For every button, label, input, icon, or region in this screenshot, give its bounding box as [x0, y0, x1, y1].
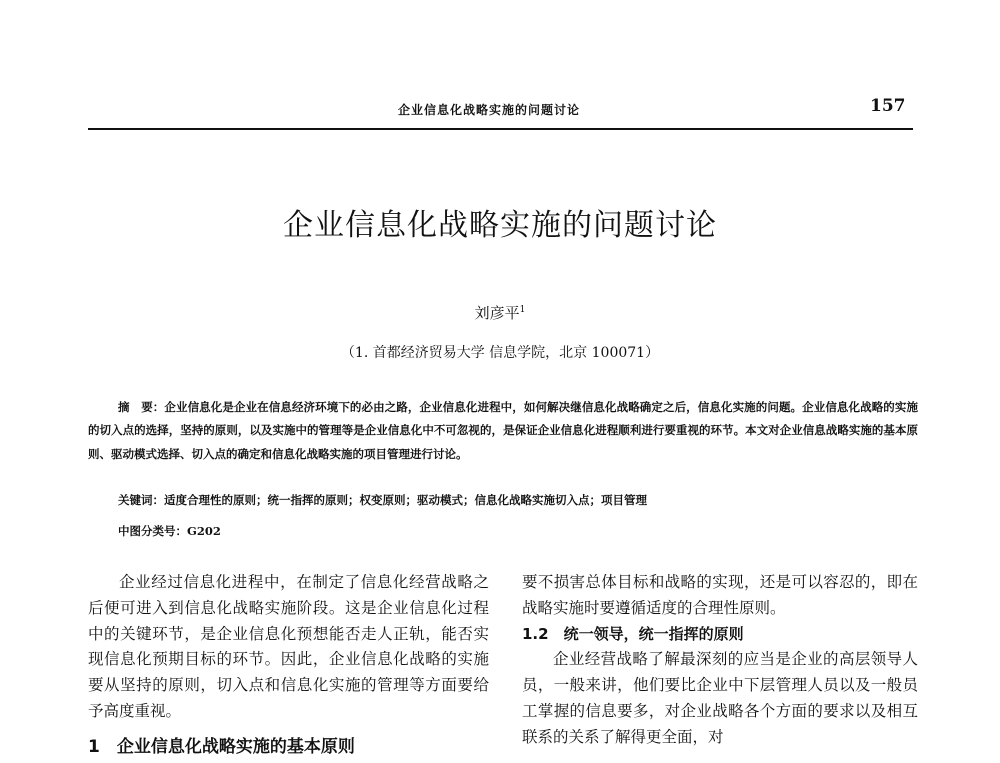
running-title: 企业信息化战略实施的问题讨论: [398, 103, 581, 117]
page-number: 157: [870, 96, 906, 116]
article-title: 企业信息化战略实施的问题讨论: [283, 208, 717, 243]
keywords-text: 适度合理性的原则；统一指挥的原则；权变原则；驱动模式；信息化战略实施切入点；项目管理: [164, 493, 647, 507]
abstract-text: 企业信息化是企业在信息经济环境下的必由之路，企业信息化进程中，如何解决继信息化战略确定之后，信息化实施的问题。企业信息化战略的实施的切入点的选择，坚持的原则，以及实施中的管理等是企业信息化中不可忽视的，是保证企业信息化进程顺利进行要重视的环节。本文对企业信息战略实施的基本原则、驱动模式选择、切入点的确定和信息化战略实施的项目管理进行讨论。: [88, 400, 919, 461]
section-heading: 1 企业信息化战略实施的基本原则: [88, 736, 355, 757]
author-line: [0, 302, 1000, 323]
abstract: [88, 396, 918, 466]
classification-number: [118, 523, 221, 539]
header-rule: [88, 128, 913, 130]
left-column: [88, 570, 489, 761]
abstract-label: 摘 要：: [118, 400, 165, 414]
author-name: 刘彦平: [474, 304, 520, 322]
author-affiliation-marker: 1: [519, 305, 526, 315]
classification-label: 中图分类号：: [118, 524, 187, 538]
intro-paragraph: 企业经过信息化进程中，在制定了信息化经营战略之后便可进入到信息化战略实施阶段。这是企业信息化过程中的关键环节，是企业信息化预想能否走人正轨，能否实现信息化预期目标的环节。因此，企业信息化战略的实施要从坚持的原则，切入点和信息化实施的管理等方面要给予高度重视。: [88, 573, 489, 720]
keywords: [118, 492, 918, 508]
right-column: [522, 570, 918, 751]
affiliation: （1. 首都经济贸易大学 信息学院，北京 100071）: [340, 345, 660, 361]
subsection-heading: 1.2 统一领导，统一指挥的原则: [522, 624, 744, 643]
keywords-label: 关键词：: [118, 493, 164, 507]
continued-paragraph: 要不损害总体目标和战略的实现，还是可以容忍的，即在战略实施时要遵循适度的合理性原则。: [522, 573, 918, 617]
body-paragraph: 企业经营战略了解最深刻的应当是企业的高层领导人员，一般来讲，他们要比企业中下层管理人员以及一般员工掌握的信息要多，对企业战略各个方面的要求以及相互联系的关系了解得更全面，对: [522, 650, 918, 746]
classification-value: G202: [187, 524, 221, 538]
